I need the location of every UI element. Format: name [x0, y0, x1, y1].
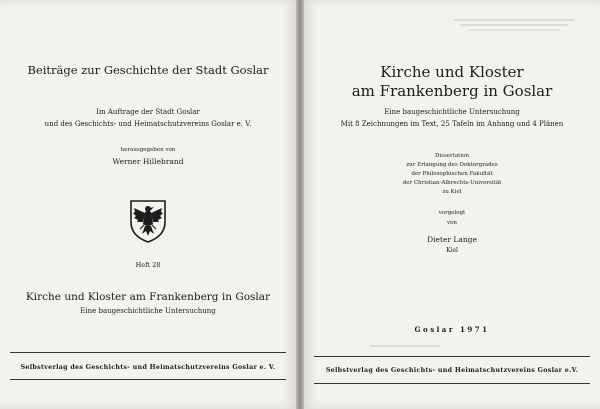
- book-subtitle: Eine baugeschichtliche Untersuchung: [80, 307, 216, 315]
- dissertation-line: zu Kiel: [442, 189, 462, 195]
- left-page: [0, 0, 296, 409]
- book-title: Kirche und Kloster am Frankenberg in Goslar: [25, 291, 271, 303]
- dissertation-line: Dissertation: [434, 153, 469, 159]
- dissertation-line: der Philosophischen Fakultät: [411, 171, 493, 177]
- editor-name: Werner Hillebrand: [112, 157, 184, 166]
- series-title: Beiträge zur Geschichte der Stadt Goslar: [27, 63, 269, 77]
- publisher-rule-top: [10, 352, 286, 353]
- goslar-eagle-crest-icon: [128, 198, 168, 244]
- dissertation-line: zur Erlangung des Doktorgrades: [406, 162, 498, 168]
- commission-line-1: Im Auftrage der Stadt Goslar: [96, 108, 200, 116]
- right-publisher: Selbstverlag des Geschichts- und Heimatschutzvereins Goslar e.V.: [325, 367, 579, 374]
- author-name: Dieter Lange: [427, 235, 477, 244]
- right-publisher-rule-top: [314, 356, 590, 357]
- by-label: von: [447, 220, 457, 226]
- title-line-2: am Frankenberg in Goslar: [351, 82, 553, 100]
- contents-note: Mit 8 Zeichnungen im Text, 25 Tafeln im Anhang und 4 Plänen: [340, 120, 564, 128]
- publisher-rule-bottom: [10, 379, 286, 380]
- show-through-text-top: [454, 16, 574, 38]
- dissertation-line: der Christian-Albrechts-Universität: [402, 180, 502, 186]
- presented-label: vorgelegt: [438, 210, 466, 216]
- show-through-text-bottom: [370, 345, 440, 347]
- right-subtitle: Eine baugeschichtliche Untersuchung: [384, 108, 520, 116]
- book-gutter: [296, 0, 304, 409]
- title-line-1: Kirche und Kloster: [380, 63, 524, 81]
- commission-line-2: und des Geschichts- und Heimatschutzvereins Goslar e. V.: [44, 120, 252, 128]
- issue-number: Heft 28: [135, 261, 161, 269]
- right-publisher-rule-bottom: [314, 383, 590, 384]
- place-year: Goslar 1971: [414, 325, 490, 334]
- left-publisher: Selbstverlag des Geschichts- und Heimatschutzvereins Goslar e. V.: [20, 364, 276, 371]
- right-page: [304, 0, 600, 409]
- editor-label: herausgegeben von: [120, 147, 176, 153]
- author-city: Kiel: [446, 247, 458, 254]
